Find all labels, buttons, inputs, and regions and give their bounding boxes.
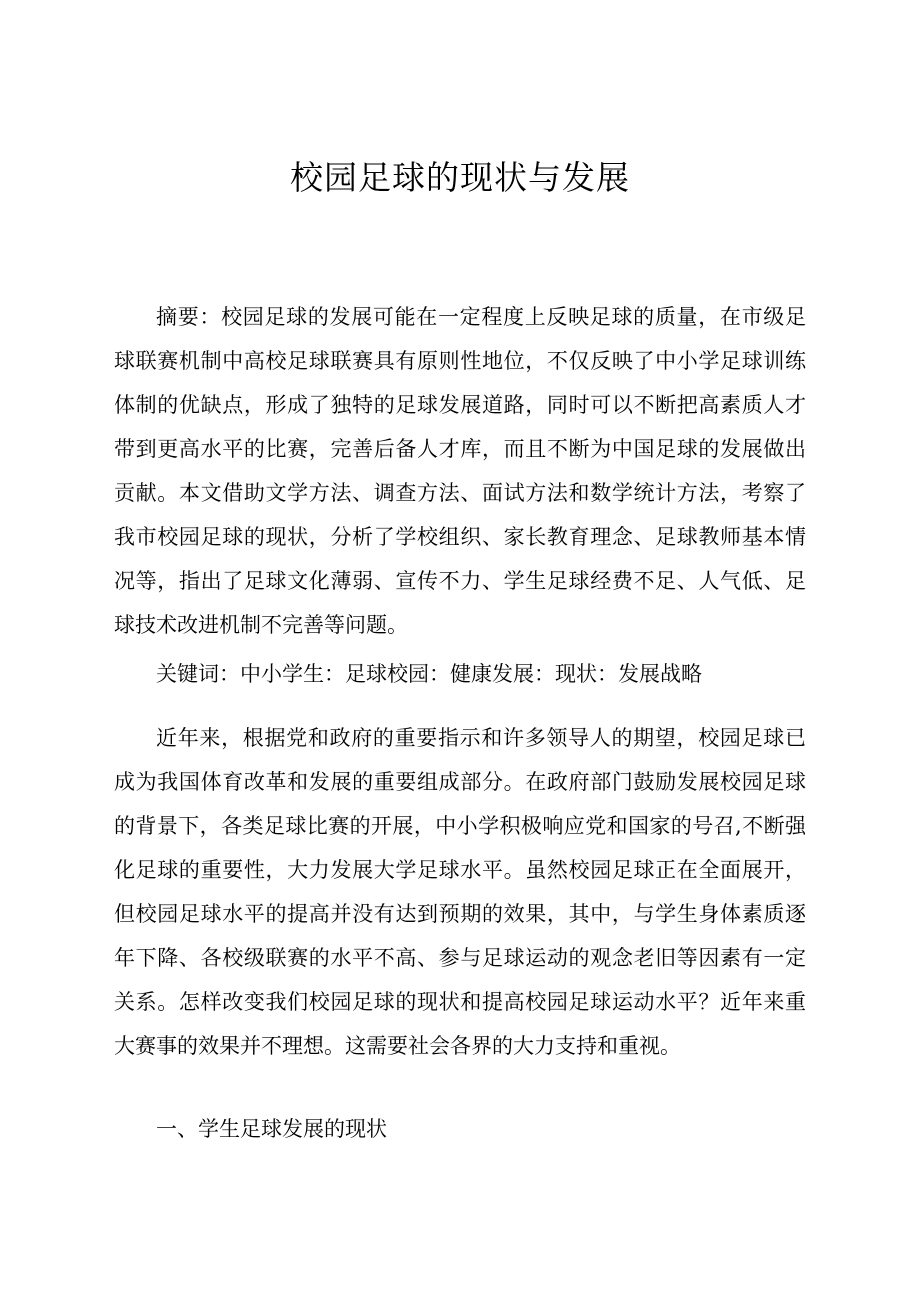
document-title: 校园足球的现状与发展: [290, 158, 630, 197]
keywords-paragraph: 关键词：中小学生：足球校园：健康发展：现状：发展战略: [156, 662, 702, 686]
intro-paragraph: 近年来，根据党和政府的重要指示和许多领导人的期望，校园足球已成为我国体育改革和发展的重要组成部分。在政府部门鼓励发展校园足球的背景下，各类足球比赛的开展，中小学积极响应党和国家的号召,不断强化足球的重要性，大力发展大学足球水平。虽然校园足球正在全面展开，但校园足球水平的提高并没有达到预期的效果，其中，与学生身体素质逐年下降、各校级联赛的水平不高、参与足球运动的观念老旧等因素有一定关系。怎样改变我们校园足球的现状和提高校园足球运动水平？近年来重大赛事的效果并不理想。这需要社会各界的大力支持和重视。: [114, 726, 806, 1058]
abstract-paragraph: 摘要：校园足球的发展可能在一定程度上反映足球的质量，在市级足球联赛机制中高校足球联赛具有原则性地位，不仅反映了中小学足球训练体制的优缺点，形成了独特的足球发展道路，同时可以不断把高素质人才带到更高水平的比赛，完善后备人才库，而且不断为中国足球的发展做出贡献。本文借助文学方法、调查方法、面试方法和数学统计方法，考察了我市校园足球的现状，分析了学校组织、家长教育理念、足球教师基本情况等，指出了足球文化薄弱、宣传不力、学生足球经费不足、人气低、足球技术改进机制不完善等问题。: [114, 305, 806, 637]
section-heading: 一、学生足球发展的现状: [156, 1117, 387, 1141]
